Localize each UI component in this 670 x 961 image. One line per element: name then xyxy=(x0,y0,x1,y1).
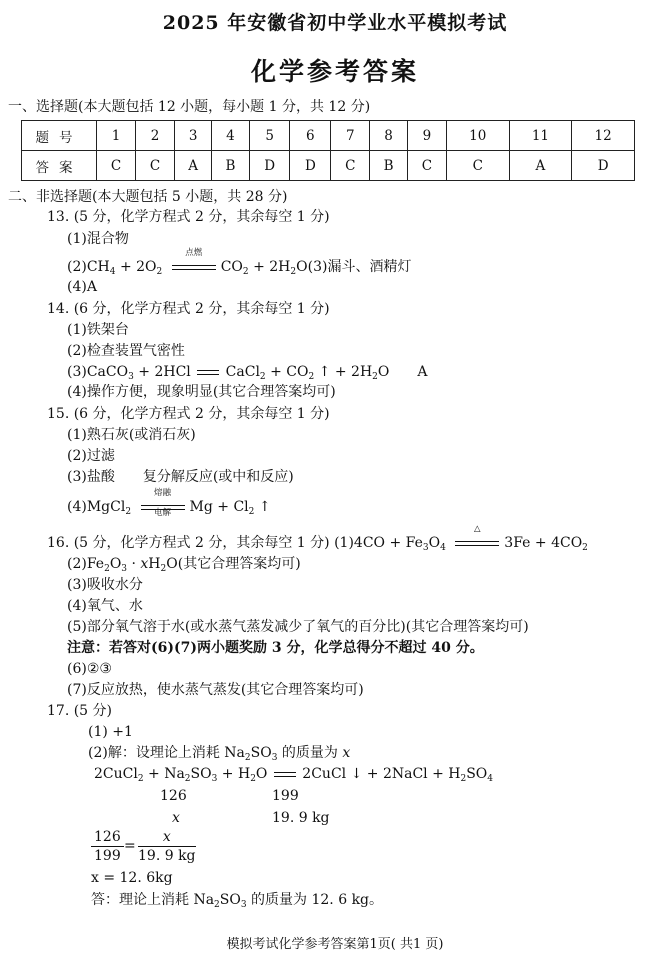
q17-ratio-left: $\frac{126}{199}$ xyxy=(91,828,124,865)
q17-final-answer: 答：理论上消耗 $Na_2SO_3$ 的质量为 12. 6 kg。 xyxy=(91,892,384,910)
q16-answer-7: (7)反应放热，使水蒸气蒸发(其它合理答案均可) xyxy=(67,682,364,698)
number-cell: 7 xyxy=(331,121,370,151)
answer-cell: C xyxy=(446,151,509,181)
number-cell: 6 xyxy=(290,121,331,151)
section1-heading: 一、选择题(本大题包括 12 小题，每小题 1 分，共 12 分) xyxy=(8,99,371,115)
q17-mass-na2so3: 126 xyxy=(160,788,187,804)
row-label-answer: 答案 xyxy=(22,151,97,181)
number-cell: 3 xyxy=(175,121,212,151)
number-cell: 5 xyxy=(249,121,290,151)
number-cell: 12 xyxy=(572,121,635,151)
answer-cell: C xyxy=(331,151,370,181)
reaction-condition: 熔融 电解 xyxy=(138,497,188,517)
answer-row xyxy=(22,151,635,181)
q15-answer-2: (2)过滤 xyxy=(67,448,115,464)
q16-answer-3: (3)吸收水分 xyxy=(67,577,143,593)
q14-answer-4: (4)操作方便，现象明显(其它合理答案均可) xyxy=(67,384,336,400)
q17-result: x = 12. 6kg xyxy=(91,870,173,886)
answer-cell: D xyxy=(249,151,290,181)
q17-unknown-x: x xyxy=(172,810,180,826)
number-cell: 2 xyxy=(136,121,175,151)
exam-title: 2025 年安徽省初中学业水平模拟考试 xyxy=(162,12,508,34)
number-cell: 11 xyxy=(509,121,572,151)
reaction-condition: △ xyxy=(452,533,502,553)
q15-answer-3: (3)盐酸 复分解反应(或中和反应) xyxy=(67,469,294,485)
q17-mass-cucl: 199 xyxy=(272,788,299,804)
answer-cell: C xyxy=(97,151,136,181)
q15-heading: 15. (6 分，化学方程式 2 分，其余每空 1 分) xyxy=(47,406,330,422)
q16-bonus-note: 注意：若答对(6)(7)两小题奖励 3 分，化学总得分不超过 40 分。 xyxy=(67,640,484,656)
q17-answer-1: (1) +1 xyxy=(88,724,133,740)
q17-answer-2: (2)解：设理论上消耗 $Na_2SO_3$ 的质量为 x xyxy=(88,745,351,763)
answer-table xyxy=(21,120,635,181)
page-footer: 模拟考试化学参考答案第1页( 共1 页) xyxy=(226,937,444,952)
q16-answer-6: (6)②③ xyxy=(67,661,112,677)
number-cell: 10 xyxy=(446,121,509,151)
q15-answer-1: (1)熟石灰(或消石灰) xyxy=(67,427,196,443)
q16-answer-5: (5)部分氧气溶于水(或水蒸气蒸发减少了氧气的百分比)(其它合理答案均可) xyxy=(67,619,529,635)
q17-heading: 17. (5 分) xyxy=(47,703,112,719)
equals-sign: = xyxy=(124,838,136,854)
q17-ratio-right: $\frac{x}{19. 9 kg}$ xyxy=(138,829,196,864)
q13-answer-4: (4)A xyxy=(67,279,97,295)
q13-heading: 13. (5 分，化学方程式 2 分，其余每空 1 分) xyxy=(47,209,330,225)
q17-given-mass: 19. 9 kg xyxy=(272,810,330,826)
answer-cell: B xyxy=(370,151,408,181)
q16-answer-2: $(2)Fe_2O_3 \cdot xH_2O$(其它合理答案均可) xyxy=(67,556,301,574)
q14-heading: 14. (6 分，化学方程式 2 分，其余每空 1 分) xyxy=(47,301,330,317)
q14-answer-1: (1)铁架台 xyxy=(67,322,129,338)
q15-answer-4: (4)MgCl$_2$ 熔融 电解 $Mg + Cl_2$ ↑ xyxy=(67,488,271,518)
section2-heading: 二、非选择题(本大题包括 5 小题，共 28 分) xyxy=(8,189,288,205)
number-cell: 1 xyxy=(97,121,136,151)
q14-answer-2: (2)检查装置气密性 xyxy=(67,343,185,359)
number-cell: 4 xyxy=(212,121,250,151)
q14-answer-3: (3)CaCO$_3$ + 2HCl CaCl$_2$ + $CO_2$ ↑ + $2H_2O$ A xyxy=(67,364,428,382)
answer-cell: D xyxy=(572,151,635,181)
answer-cell: C xyxy=(407,151,446,181)
reaction-condition: 点燃 xyxy=(169,257,219,277)
q16-heading: 16. (5 分，化学方程式 2 分，其余每空 1 分) $(1)4CO + Fe_3O_4$ △ $3Fe + 4CO_2$ xyxy=(47,524,588,553)
q16-answer-4: (4)氧气、水 xyxy=(67,598,143,614)
answer-cell: B xyxy=(212,151,250,181)
q13-answer-2: $(2)CH_4 + 2O_2$ 点燃 $CO_2 + 2H_2O(3)$漏斗、酒精灯 xyxy=(67,248,412,277)
answer-cell: D xyxy=(290,151,331,181)
number-cell: 9 xyxy=(407,121,446,151)
question-number-row xyxy=(22,121,635,151)
answer-cell: A xyxy=(509,151,572,181)
answer-cell: C xyxy=(136,151,175,181)
q17-equation: 2CuCl$_2$ + $Na_2SO_3 + H_2O$ 2CuCl ↓ + 2NaCl + $H_2SO_4$ xyxy=(94,766,494,784)
answer-cell: A xyxy=(175,151,212,181)
q13-answer-1: (1)混合物 xyxy=(67,231,129,247)
number-cell: 8 xyxy=(370,121,408,151)
row-label-number: 题号 xyxy=(22,121,97,151)
answer-sheet-title: 化学参考答案 xyxy=(250,57,419,86)
